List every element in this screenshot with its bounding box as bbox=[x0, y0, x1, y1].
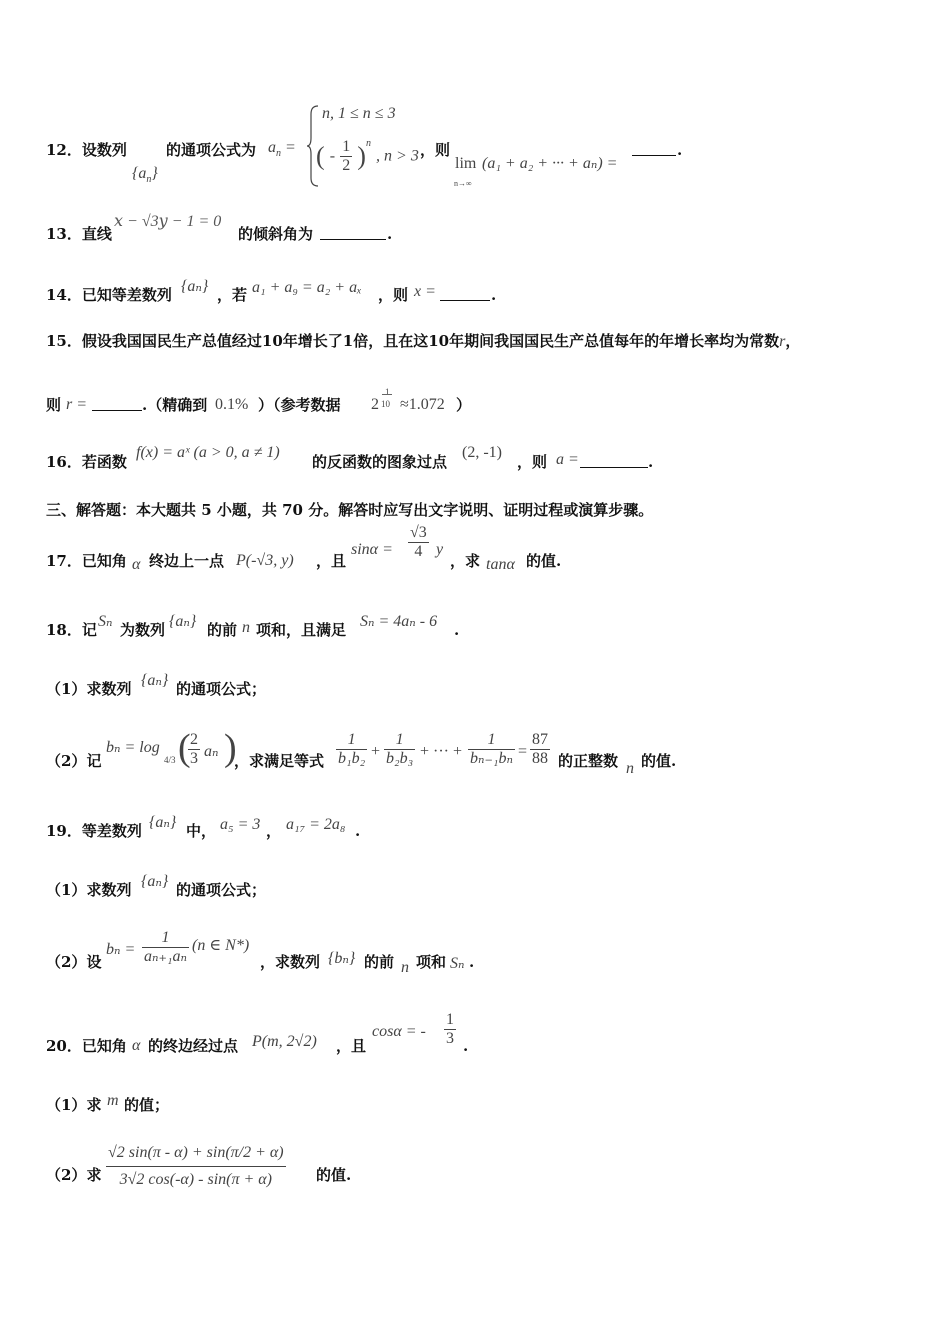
q19-p1-text-2: 的通项公式； bbox=[176, 881, 267, 899]
q12-exp: n bbox=[365, 138, 371, 149]
q18-p2-frac-n bbox=[468, 731, 515, 768]
q20-cos: cosα = - bbox=[372, 1023, 426, 1040]
q17-text-5: 的值. bbox=[526, 552, 562, 570]
q15-text-2: 年增长了 bbox=[282, 332, 343, 350]
q18-p1-sequence: {aₙ} bbox=[141, 672, 169, 689]
q18-equation: Sₙ = 4aₙ - 6 bbox=[360, 613, 438, 630]
q19-p1-text-1: 求数列 bbox=[86, 881, 132, 899]
q15-num-1: 1 bbox=[342, 332, 354, 350]
q15-text-3: 倍，且在这 bbox=[353, 332, 429, 350]
q13-text-1: 直线 bbox=[81, 225, 112, 243]
q16-text-1: 若函数 bbox=[81, 453, 127, 471]
q18-p2-f1-den: b₁b₂ bbox=[338, 750, 366, 767]
q15-text-4: 年期间我国国民生产总值每年的年增长率均为常数 bbox=[449, 332, 780, 350]
q18-p2-label: （2） bbox=[46, 752, 87, 770]
q20-text-1: 已知角 bbox=[81, 1037, 127, 1055]
q18-sequence: {aₙ} bbox=[169, 613, 197, 630]
q13-text-2: 的倾斜角为 bbox=[238, 225, 314, 243]
q18-number: 18． bbox=[46, 621, 82, 639]
q19-p1-sequence: {aₙ} bbox=[141, 873, 169, 890]
q19-p2-n: n bbox=[401, 959, 409, 976]
q15-text-5: 则 bbox=[46, 396, 62, 414]
q18-p2-n: n bbox=[626, 760, 634, 777]
q16-text-2: 的反函数的图象过点 bbox=[312, 453, 448, 471]
q20-p2-expression bbox=[106, 1140, 286, 1193]
q18-p2-f1-num: 1 bbox=[336, 731, 367, 750]
q15-r2: r = bbox=[66, 396, 88, 413]
q20-p2-denominator: 3√2 cos(-α) - sin(π + α) bbox=[119, 1171, 272, 1188]
q13-number: 13． bbox=[46, 225, 82, 243]
q20-p2-text-1: 求 bbox=[86, 1166, 102, 1184]
q19-p2-text-3: 的前 bbox=[364, 953, 395, 971]
q19-sequence: {aₙ} bbox=[149, 814, 177, 831]
q16-answer-blank[interactable] bbox=[580, 453, 648, 468]
q19-end: . bbox=[355, 822, 361, 840]
q20-p2-numerator: √2 sin(π - α) + sin(π/2 + α) bbox=[106, 1140, 286, 1167]
q17-tan: tanα bbox=[486, 556, 515, 573]
q19-p2-text-1: 设 bbox=[86, 953, 102, 971]
q18-text-1: 记 bbox=[81, 621, 97, 639]
q12-case-1: n, 1 ≤ n ≤ 3 bbox=[322, 105, 396, 122]
q19-text-2: 中， bbox=[186, 822, 217, 840]
q19-p2-label: （2） bbox=[46, 953, 87, 971]
q18-text-4: 项和，且满足 bbox=[256, 621, 347, 639]
q12-an-sub: n bbox=[276, 148, 281, 160]
q18-p2-lparen: ( bbox=[178, 727, 191, 769]
q13-equation: 𝑥 − √3𝑦 − 1 = 0 bbox=[114, 213, 222, 230]
q12-text-1: 设数列 bbox=[81, 141, 127, 159]
q15-line-1 bbox=[46, 331, 904, 352]
q12-text-2: 的通项公式为 bbox=[166, 141, 257, 159]
q18-Sn: Sₙ bbox=[98, 613, 113, 630]
q18-p2-result-den: 88 bbox=[532, 750, 548, 767]
q15-text-8: ） bbox=[456, 396, 472, 414]
q19-p2-frac-den: aₙ₊₁aₙ bbox=[144, 948, 187, 965]
q18-p1-text-2: 的通项公式； bbox=[176, 680, 267, 698]
q20-number: 20． bbox=[46, 1037, 82, 1055]
q14-sequence: {aₙ} bbox=[181, 278, 209, 295]
q15-text-7: ）（参考数据 bbox=[258, 396, 341, 414]
q20-p1-m: m bbox=[107, 1092, 119, 1109]
q20-p1-label: （1） bbox=[46, 1096, 87, 1114]
q20-text-3: ，且 bbox=[336, 1037, 367, 1055]
q12-seq-sub: n bbox=[146, 174, 152, 186]
q13-answer-blank[interactable] bbox=[320, 225, 386, 240]
q19-condition-1: a₅ = 3 bbox=[220, 816, 261, 833]
q18-p2-fn-den: bₙ₋₁bₙ bbox=[470, 750, 513, 767]
q14-end: . bbox=[491, 286, 497, 304]
q18-p2-plus: + bbox=[371, 743, 381, 760]
q18-p2-bn: bₙ = log bbox=[106, 739, 160, 756]
q12-seq: {a bbox=[132, 165, 147, 182]
q17-text-1: 已知角 bbox=[81, 552, 127, 570]
q18-p1-label: （1） bbox=[46, 680, 87, 698]
q15-exp-num: 1 bbox=[385, 387, 390, 397]
q18-p2-text-3: 的正整数 bbox=[558, 752, 619, 770]
q17-frac-num: √3 bbox=[410, 524, 427, 541]
q18-p2-rparen: ) bbox=[224, 727, 237, 769]
q18-p2-eq: = bbox=[518, 743, 528, 760]
q20-fraction bbox=[444, 1011, 456, 1048]
q20-end: . bbox=[463, 1037, 469, 1055]
q18-p2-coef-den: 3 bbox=[190, 750, 198, 767]
q12-half-den: 2 bbox=[342, 157, 351, 174]
q19-number: 19． bbox=[46, 822, 82, 840]
q12-end: . bbox=[677, 141, 683, 159]
q19-text-1: 等差数列 bbox=[81, 822, 142, 840]
q15-num-10b: 10 bbox=[428, 332, 450, 350]
q12-case-2: ( - $\frac{1}{2}$ )$^n$ , n > 3 bbox=[316, 138, 419, 174]
q18-p2-result-num: 87 bbox=[532, 731, 548, 748]
q18-p2-frac-1 bbox=[336, 731, 367, 768]
q16-function: f(x) = aˣ (a > 0, a ≠ 1) bbox=[136, 444, 280, 461]
q19-p2-end: . bbox=[469, 953, 475, 971]
q18-p2-coef-num: 2 bbox=[190, 731, 198, 748]
q20-p1-text-1: 求 bbox=[86, 1096, 102, 1114]
q14-answer-blank[interactable] bbox=[440, 286, 490, 301]
q14-text-1: 已知等差数列 bbox=[81, 286, 172, 304]
q13-end: . bbox=[387, 225, 393, 243]
q17-text-2: 终边上一点 bbox=[149, 552, 225, 570]
q15-text-1: 假设我国国民生产总值经过 bbox=[81, 332, 262, 350]
q17-sin: sinα = bbox=[351, 541, 393, 558]
q19-p2-frac-num: 1 bbox=[142, 929, 189, 948]
q12-half bbox=[340, 138, 352, 175]
q20-point: P(m, 2√2) bbox=[252, 1033, 317, 1050]
q18-p2-dots: + ··· + bbox=[420, 743, 463, 760]
q20-text-2: 的终边经过点 bbox=[148, 1037, 239, 1055]
q19-p2-bn: bₙ = bbox=[106, 941, 136, 958]
q18-n: n bbox=[242, 619, 250, 636]
q17-number: 17． bbox=[46, 552, 82, 570]
q18-p2-fn-num: 1 bbox=[468, 731, 515, 750]
q18-p1-text-1: 求数列 bbox=[86, 680, 132, 698]
q18-p2-f2-num: 1 bbox=[384, 731, 415, 750]
q19-p2-sequence: {bₙ} bbox=[328, 950, 356, 967]
q18-p2-text-4: 的值. bbox=[641, 752, 677, 770]
q18-end: . bbox=[454, 621, 460, 639]
q20-p2-text-2: 的值. bbox=[316, 1166, 352, 1184]
q15-base: 2 bbox=[371, 396, 379, 413]
q15-r: r bbox=[779, 333, 786, 350]
q19-p2-condition: (n ∈ N*) bbox=[192, 937, 250, 954]
q18-text-3: 的前 bbox=[207, 621, 238, 639]
q12-lim-expr: (a₁ + a₂ + ··· + aₙ) = bbox=[482, 155, 618, 172]
q18-p2-text-1: 记 bbox=[86, 752, 102, 770]
q12-answer-blank[interactable] bbox=[632, 141, 676, 156]
q18-p2-text-2: ，求满足等式 bbox=[234, 752, 325, 770]
q19-p2-frac bbox=[142, 929, 189, 966]
q18-p2-an: aₙ bbox=[204, 743, 219, 760]
q16-text-3: ，则 bbox=[517, 453, 548, 471]
q17-fraction bbox=[408, 524, 429, 561]
q15-answer-blank[interactable] bbox=[92, 396, 142, 411]
q14-text-2: ，若 bbox=[217, 286, 248, 304]
q15-text-6: .（精确到 bbox=[142, 396, 208, 414]
q20-frac-num: 1 bbox=[446, 1011, 454, 1028]
q12-lim-sub: n→∞ bbox=[454, 179, 472, 188]
q12-seq-end: } bbox=[151, 165, 158, 182]
q19-condition-2: a₁₇ = 2a₈ bbox=[286, 816, 346, 833]
q12-cond: , n > 3 bbox=[376, 147, 419, 165]
q16-a: a = bbox=[556, 451, 579, 468]
q19-separator: ， bbox=[266, 822, 282, 840]
section-3-heading: 三、解答题：本大题共 5 小题，共 70 分。解答时应写出文字说明、证明过程或演算步骤。 bbox=[46, 501, 654, 519]
q15-number: 15． bbox=[46, 332, 82, 350]
q14-equation: a₁ + a₉ = a₂ + aₓ bbox=[252, 279, 362, 296]
q19-p1-label: （1） bbox=[46, 881, 87, 899]
q14-x: x = bbox=[414, 283, 436, 300]
q15-approx: ≈1.072 bbox=[400, 396, 445, 413]
q12-lim: lim bbox=[455, 155, 477, 172]
q17-alpha: α bbox=[132, 556, 141, 573]
q16-end: . bbox=[648, 453, 654, 471]
q18-p2-frac-2 bbox=[384, 731, 415, 768]
q17-text-4: ，求 bbox=[450, 552, 481, 570]
q20-frac-den: 3 bbox=[446, 1030, 454, 1047]
q18-p2-f2-den: b₂b₃ bbox=[386, 750, 414, 767]
q17-y: y bbox=[436, 541, 444, 558]
q14-number: 14． bbox=[46, 286, 82, 304]
q15-end-1: ， bbox=[785, 332, 801, 350]
q12-number: 12． bbox=[46, 141, 82, 159]
q12-half-num: 1 bbox=[342, 138, 351, 155]
q15-num-10a: 10 bbox=[261, 332, 283, 350]
q19-p2-Sn: Sₙ bbox=[450, 955, 465, 972]
q19-p2-text-2: ，求数列 bbox=[260, 953, 321, 971]
q20-p2-label: （2） bbox=[46, 1166, 87, 1184]
q17-frac-den: 4 bbox=[414, 543, 423, 560]
q16-point: (2, -1) bbox=[462, 444, 502, 461]
q19-p2-text-4: 项和 bbox=[416, 953, 447, 971]
q20-p1-text-2: 的值； bbox=[124, 1096, 170, 1114]
q18-p2-log-base: 4/3 bbox=[164, 755, 176, 765]
q17-text-3: ，且 bbox=[316, 552, 347, 570]
q16-number: 16． bbox=[46, 453, 82, 471]
q15-precision: 0.1% bbox=[215, 396, 249, 413]
q12-an: $a_n$ = bbox=[268, 139, 296, 160]
q18-p2-coef bbox=[188, 731, 200, 768]
q18-p2-result bbox=[530, 731, 550, 768]
q15-exp-den: 10 bbox=[381, 399, 390, 409]
q12-text-3: ，则 bbox=[420, 141, 451, 159]
q12-an-base: a bbox=[268, 139, 276, 156]
q17-point: P(-√3, y) bbox=[236, 552, 294, 569]
q18-text-2: 为数列 bbox=[120, 621, 166, 639]
q14-text-3: ，则 bbox=[378, 286, 409, 304]
q20-alpha: α bbox=[132, 1037, 141, 1054]
